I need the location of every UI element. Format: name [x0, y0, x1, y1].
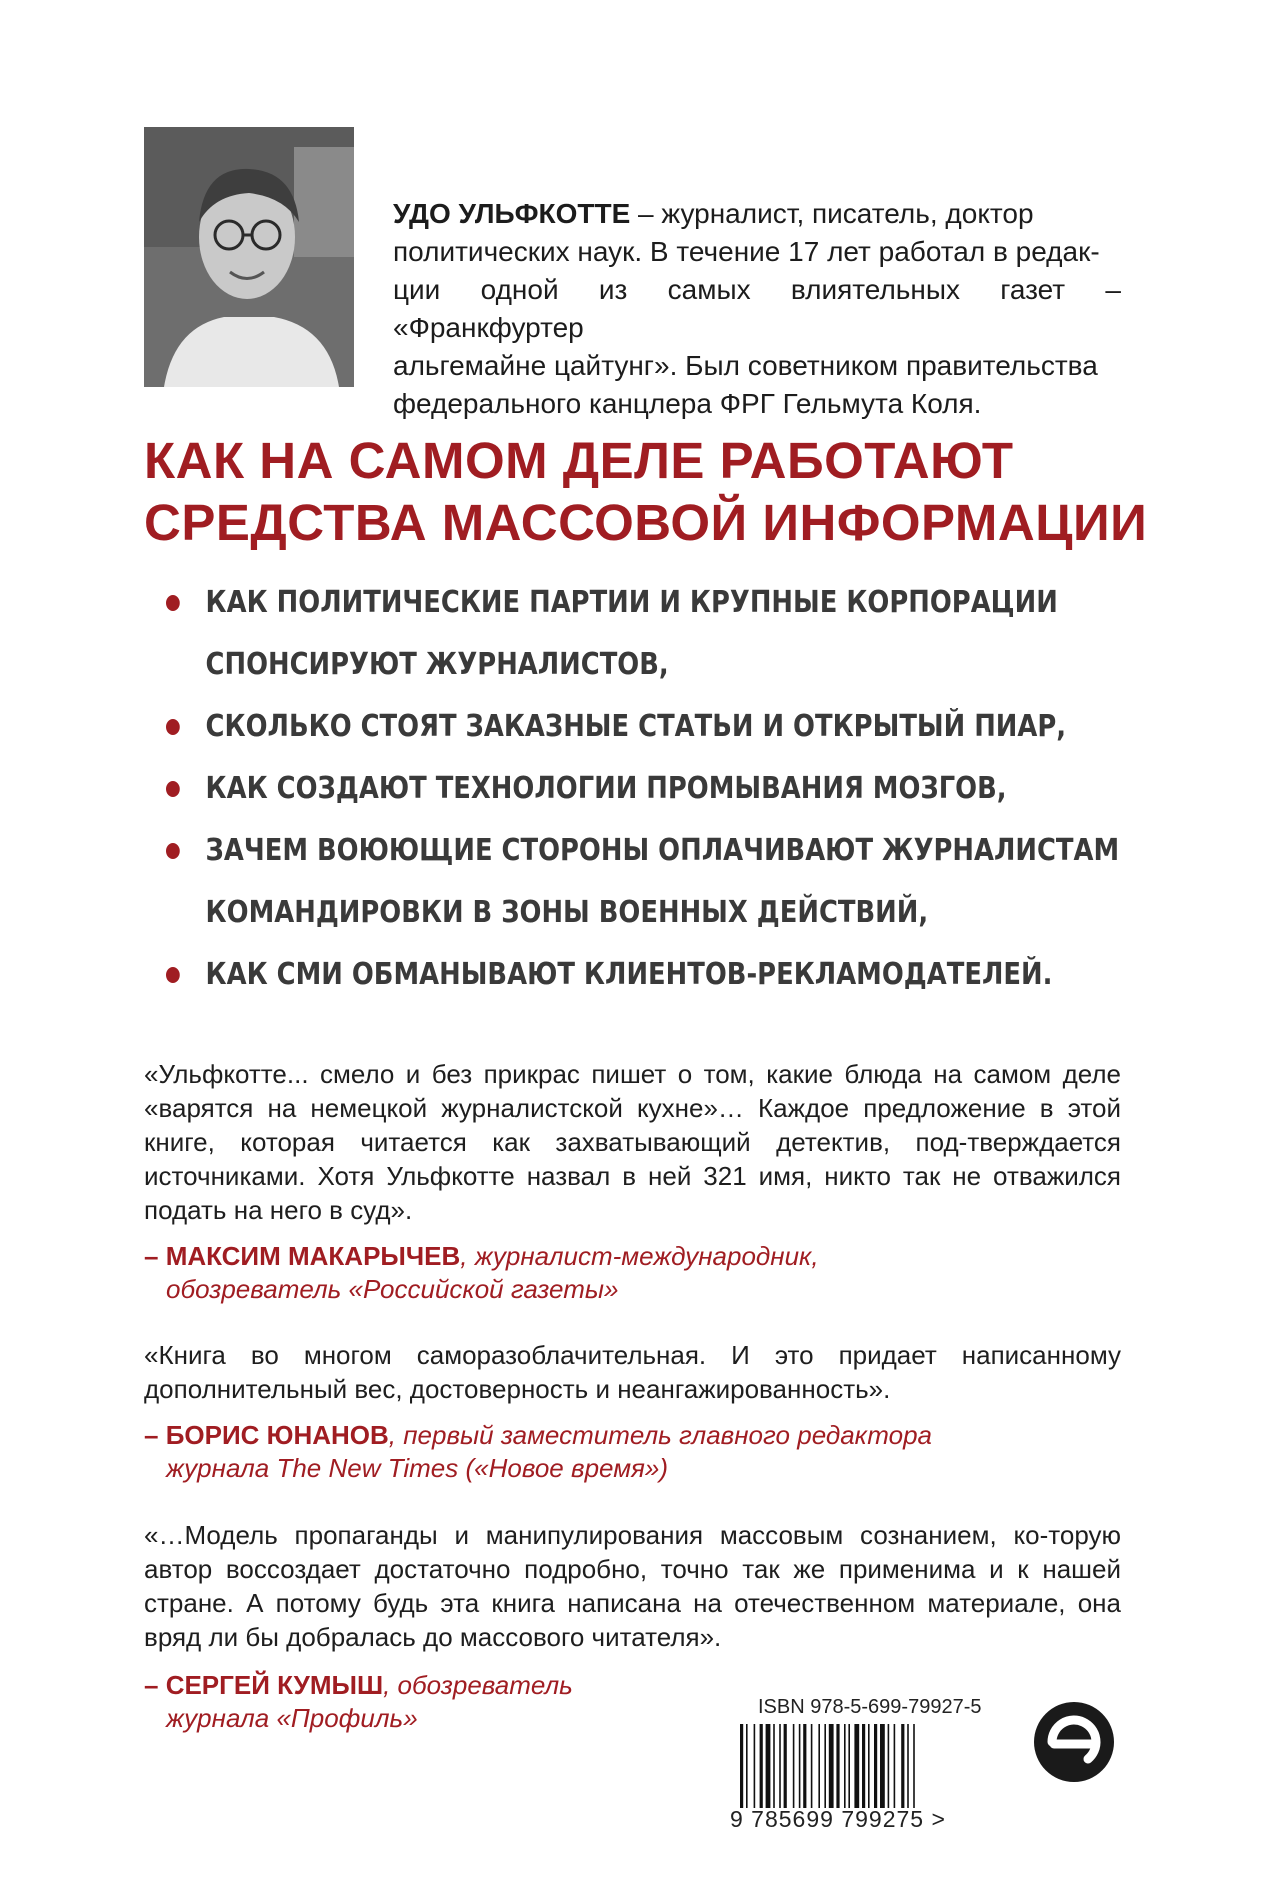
- review-attribution: – СЕРГЕЙ КУМЫШ, обозреватель журнала «Профиль»: [144, 1669, 1044, 1735]
- author-name: УДО УЛЬФКОТТЕ: [393, 198, 631, 229]
- reviewer-role: обозреватель «Российской газеты»: [166, 1274, 619, 1304]
- isbn-label: ISBN 978-5-699-79927-5: [758, 1696, 982, 1718]
- bullet-dot-icon: [166, 595, 180, 611]
- publisher-logo-icon: [1032, 1700, 1116, 1784]
- review-attribution: – МАКСИМ МАКАРЫЧЕВ, журналист-международник, обозреватель «Российской газеты»: [144, 1240, 1044, 1306]
- reviewer-role: журнала The New Times («Новое время»): [166, 1453, 669, 1483]
- author-portrait-image: [144, 127, 354, 387]
- bullet-item: СКОЛЬКО СТОЯТ ЗАКАЗНЫЕ СТАТЬИ И ОТКРЫТЫЙ ПИАР,: [166, 696, 992, 758]
- bullet-dot-icon: [166, 781, 180, 797]
- bullet-dot-icon: [166, 719, 180, 735]
- bullet-item: ЗАЧЕМ ВОЮЮЩИЕ СТОРОНЫ ОПЛАЧИВАЮТ ЖУРНАЛИСТАМ КОМАНДИРОВКИ В ЗОНЫ ВОЕННЫХ ДЕЙСТВИЙ,: [166, 820, 992, 944]
- review-quote: «…Модель пропаганды и манипулирования массовым сознанием, ко-торую автор воссоздает достаточно подробно, точно так же применима и к нашей стране. А потому будь эта книга написана на отечественном материале, она вряд ли бы добралась до массового читателя».: [144, 1520, 1121, 1652]
- review-quote: «Книга во многом саморазоблачительная. И это придает написанному дополнительный вес, достоверность и неангажированность».: [144, 1340, 1121, 1404]
- reviewer-role: , первый заместитель главного редактора: [388, 1420, 933, 1450]
- headline: [144, 430, 1148, 554]
- headline-line: СРЕДСТВА МАССОВОЙ ИНФОРМАЦИИ: [144, 494, 1148, 551]
- bullet-item: КАК СМИ ОБМАНЫВАЮТ КЛИЕНТОВ-РЕКЛАМОДАТЕЛЕЙ.: [166, 944, 992, 1006]
- headline-line: КАК НА САМОМ ДЕЛЕ РАБОТАЮТ: [144, 432, 1014, 489]
- reviewer-name: МАКСИМ МАКАРЫЧЕВ: [165, 1241, 461, 1271]
- bullet-item: КАК ПОЛИТИЧЕСКИЕ ПАРТИИ И КРУПНЫЕ КОРПОРАЦИИ СПОНСИРУЮТ ЖУРНАЛИСТОВ,: [166, 572, 992, 696]
- author-bio: [393, 195, 1121, 423]
- barcode-digits: 9 785699 799275 >: [730, 1806, 946, 1832]
- review-attribution: – БОРИС ЮНАНОВ, первый заместитель главного редактора журнала The New Times («Новое время»): [144, 1419, 1044, 1485]
- barcode-icon: [738, 1724, 990, 1808]
- reviewer-role: , обозреватель: [383, 1670, 573, 1700]
- review-quote: «Ульфкотте... смело и без прикрас пишет о том, какие блюда на самом деле «варятся на немецкой журналистской кухне»… Каждое предложение в этой книге, которая читается как захватывающий детектив, под-тверждается источниками. Хотя Ульфкотте назвал в ней 321 имя, никто так не отважился подать на него в суд».: [144, 1059, 1121, 1225]
- reviewer-role: журнала «Профиль»: [166, 1703, 418, 1733]
- bio-line: федерального канцлера ФРГ Гельмута Коля.: [393, 388, 982, 419]
- bio-line: альгемайне цайтунг». Был советником правительства: [393, 350, 1098, 381]
- bullet-item: КАК СОЗДАЮТ ТЕХНОЛОГИИ ПРОМЫВАНИЯ МОЗГОВ,: [166, 758, 992, 820]
- bullet-dot-icon: [166, 967, 180, 983]
- author-photo: [144, 127, 354, 387]
- bio-line: – журналист, писатель, доктор: [630, 198, 1034, 229]
- reviewer-role: , журналист-международник,: [460, 1241, 819, 1271]
- bullet-list: [166, 572, 1126, 1006]
- bullet-dot-icon: [166, 843, 180, 859]
- reviewer-name: БОРИС ЮНАНОВ: [165, 1420, 389, 1450]
- bio-line: политических наук. В течение 17 лет работал в редак-: [393, 236, 1100, 267]
- reviewer-name: СЕРГЕЙ КУМЫШ: [165, 1670, 384, 1700]
- bio-line: ции одной из самых влиятельных газет – «Франкфуртер: [393, 274, 1121, 343]
